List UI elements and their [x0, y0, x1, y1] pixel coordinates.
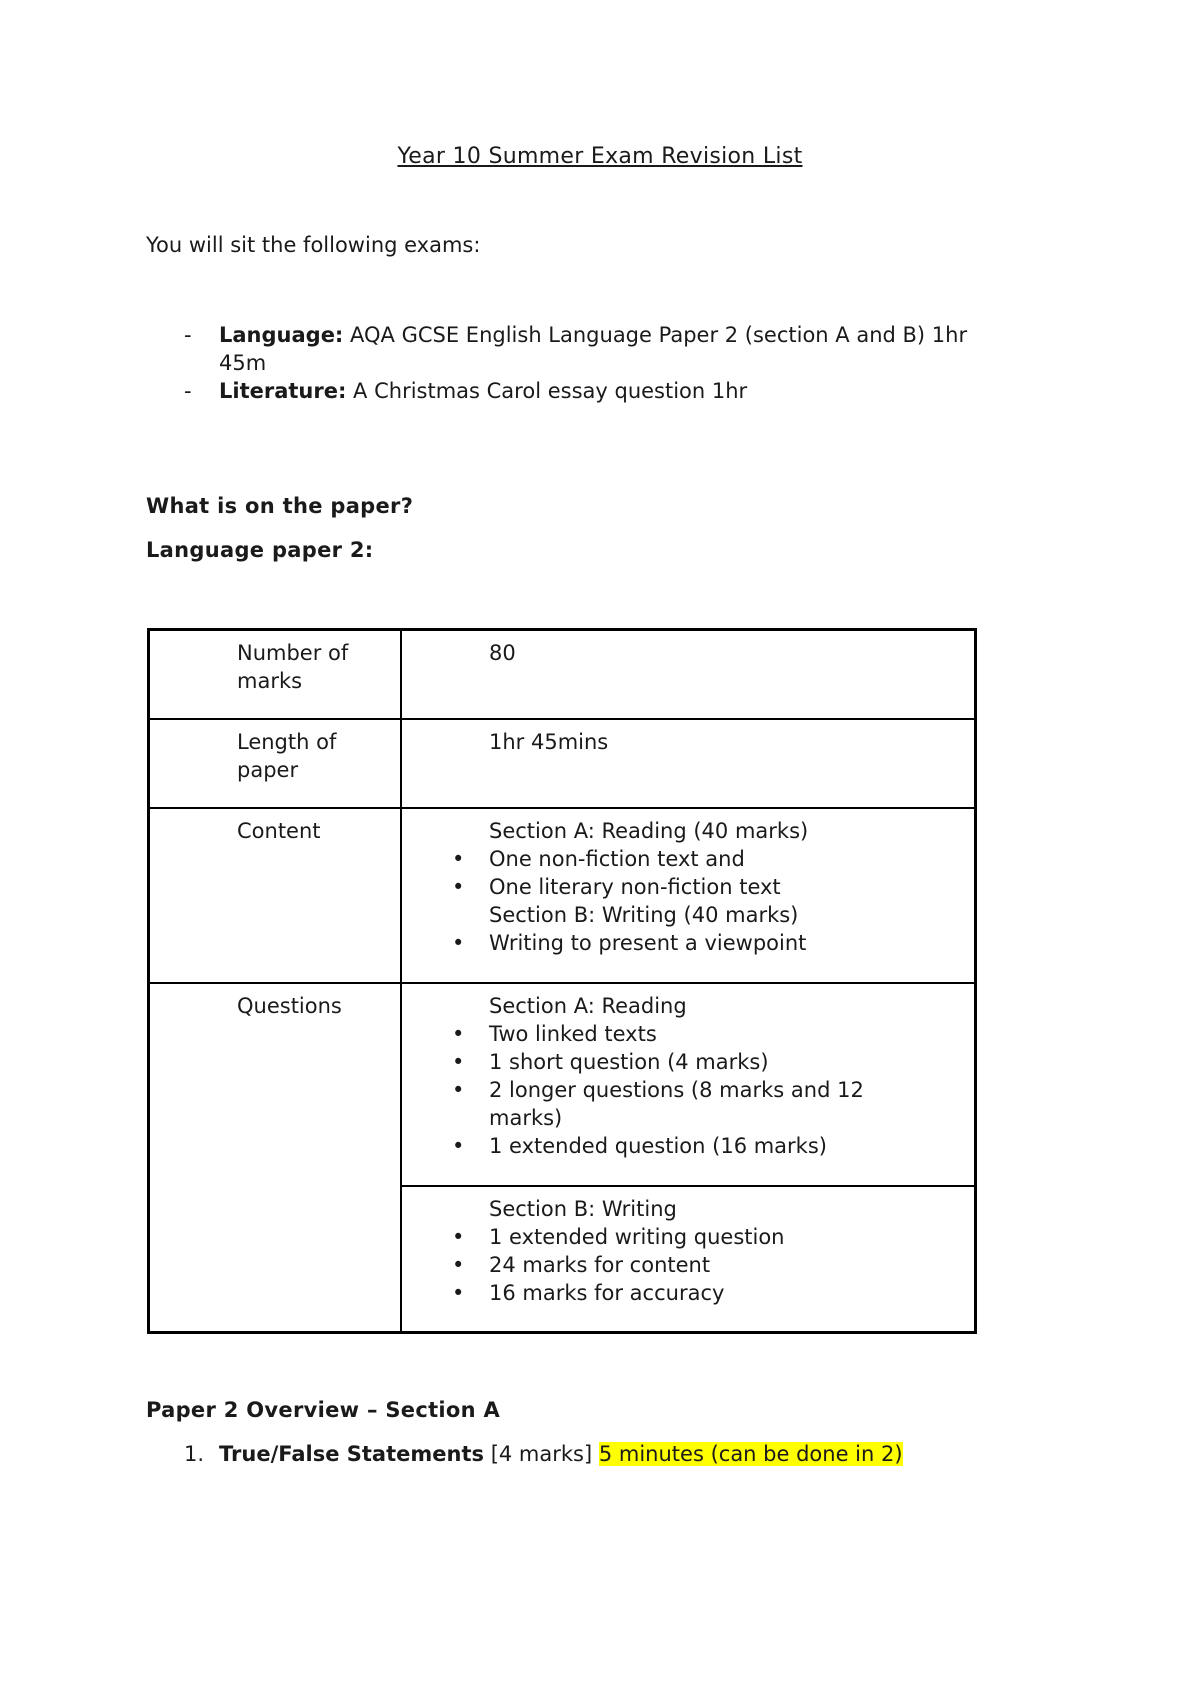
- table-cell-label: [149, 719, 402, 808]
- exam-label: Language:: [219, 323, 344, 347]
- section-heading: Section A: Reading: [489, 993, 687, 1018]
- table-cell-value: [401, 808, 976, 983]
- list-dash: -: [184, 323, 192, 347]
- section-heading: Section B: Writing: [489, 1196, 677, 1221]
- cell-text: Questions: [237, 993, 342, 1018]
- section-heading: Section A: Reading (40 marks): [489, 818, 809, 843]
- table-row: [149, 983, 976, 1186]
- paper-info-table: [147, 628, 977, 1334]
- cell-text: marks: [237, 669, 303, 693]
- exam-description: AQA GCSE English Language Paper 2 (section A and B) 1hr: [343, 323, 968, 347]
- exam-label: Literature:: [219, 379, 347, 403]
- list-item: • 24 marks for content: [489, 1251, 974, 1279]
- list-item: • One non-fiction text and: [489, 845, 974, 873]
- overview-list-item: [146, 1442, 903, 1466]
- list-item-text: marks): [489, 1105, 563, 1130]
- table-cell-value: [401, 719, 976, 808]
- table-cell-value: [401, 983, 976, 1186]
- list-item: • 16 marks for accuracy: [489, 1279, 974, 1307]
- cell-text: Length of: [237, 729, 337, 754]
- page-title: Year 10 Summer Exam Revision List: [397, 144, 803, 169]
- exam-list: [146, 321, 1046, 405]
- table-cell-label: [149, 983, 402, 1333]
- overview-heading: Paper 2 Overview – Section A: [146, 1398, 501, 1422]
- heading-language-paper: Language paper 2:: [146, 538, 374, 562]
- cell-text: 80: [489, 641, 516, 665]
- exam-item-language: [146, 321, 1046, 377]
- list-item: • Writing to present a viewpoint: [489, 929, 974, 957]
- list-item: • Two linked texts: [489, 1020, 974, 1048]
- list-item: • 1 extended writing question: [489, 1223, 974, 1251]
- table-row: [149, 719, 976, 808]
- list-item: • 1 extended question (16 marks): [489, 1132, 974, 1160]
- highlighted-time: 5 minutes (can be done in 2): [598, 1442, 903, 1466]
- intro-text: You will sit the following exams:: [146, 233, 481, 257]
- list-number: 1.: [184, 1442, 205, 1466]
- cell-text: 1hr 45mins: [489, 729, 609, 754]
- cell-text: Content: [237, 818, 321, 843]
- section-heading: Section B: Writing (40 marks): [489, 902, 799, 927]
- exam-item-literature: [146, 377, 1046, 405]
- list-item: • One literary non-fiction text: [489, 873, 974, 901]
- exam-description: A Christmas Carol essay question 1hr: [346, 379, 748, 403]
- list-item: • 1 short question (4 marks): [489, 1048, 974, 1076]
- item-marks: [4 marks]: [484, 1442, 599, 1466]
- cell-text: Number of: [237, 641, 349, 665]
- exam-duration-cont: 45m: [219, 351, 267, 375]
- heading-what-on-paper: What is on the paper?: [146, 494, 414, 518]
- list-item: [489, 1076, 974, 1132]
- table-row: [149, 630, 976, 719]
- table-cell-label: [149, 630, 402, 719]
- table-cell-value: [401, 630, 976, 719]
- item-label: True/False Statements: [219, 1442, 485, 1466]
- table-cell-value: [401, 1186, 976, 1333]
- table-row: [149, 808, 976, 983]
- table-cell-label: [149, 808, 402, 983]
- list-dash: -: [184, 379, 192, 403]
- list-item-text: 2 longer questions (8 marks and 12: [489, 1077, 864, 1102]
- cell-text: paper: [237, 757, 299, 782]
